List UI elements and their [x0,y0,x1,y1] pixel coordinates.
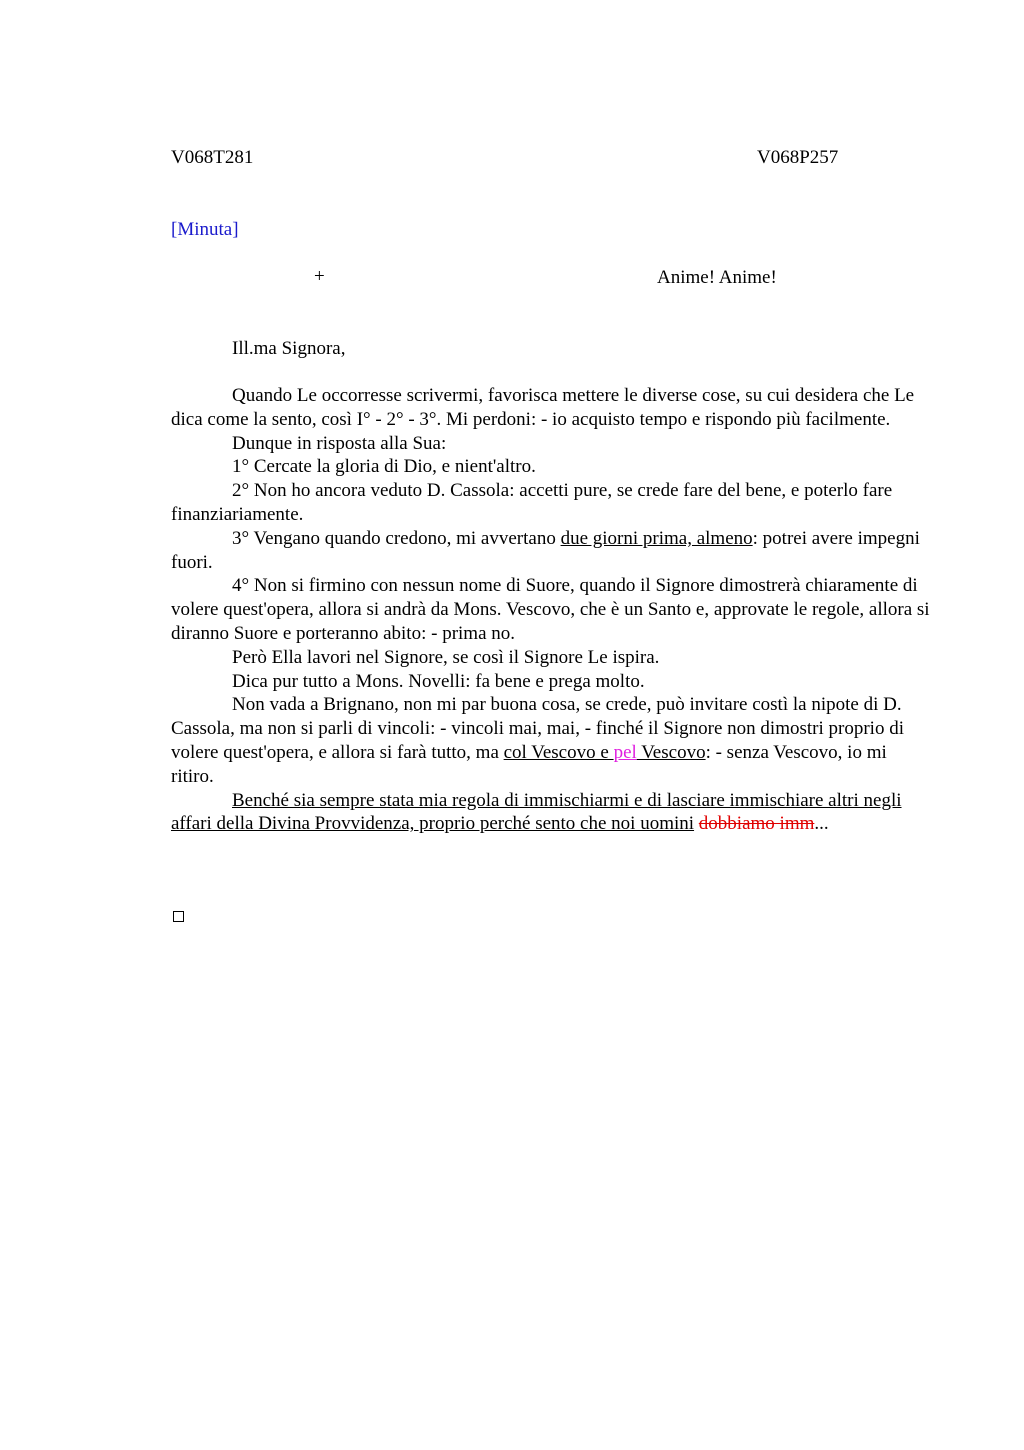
paragraph-2: Dunque in risposta alla Sua: [232,432,447,454]
paragraph-9 [171,693,931,788]
paragraph-9-start: Non vada a Brignano, non mi par buona cosa, se crede, può invitare costì la nipote di D. Cassola, ma non si parli di vincoli: - vincoli mai, mai, - finché il Signore non dimostri proprio di volere quest'opera, e allora si farà tutto, ma [171,694,904,763]
underlined-text: due giorni prima, almeno [560,527,753,549]
underlined-text: col Vescovo e [503,741,614,763]
underlined-text: Benché sia sempre stata mia regola di immischiarmi e di lasciare immischiare altri negli affari della Divina Provvidenza, proprio perché sento che noi uomini [171,789,902,835]
letter-body [171,384,931,836]
paragraph-5-end: : potrei avere impegni fuori. [171,527,920,573]
paragraph-10 [171,789,931,837]
paragraph-5 [171,527,931,575]
header-left-code: V068T281 [171,147,254,168]
ellipsis: ... [814,813,829,835]
paragraph-1: Quando Le occorresse scrivermi, favorisca mettere le diverse cose, su cui desidera che Le dica come la sento, così I° - 2° - 3°. Mi perdoni: - io acquisto tempo e rispondo più facilmente. [171,385,915,430]
paragraph-4: 2° Non ho ancora veduto D. Cassola: accetti pure, se crede fare del bene, e poterlo fare finanziariamente. [171,480,893,525]
minuta-label: [Minuta] [171,219,239,240]
paragraph-9-end: : - senza Vescovo, io mi ritiro. [171,741,887,787]
paragraph-8: Dica pur tutto a Mons. Novelli: fa bene e prega molto. [232,670,645,692]
deleted-text: dobbiamo imm [698,813,815,835]
inserted-word: pel [613,741,637,763]
salutation: Ill.ma Signora, [232,338,346,359]
end-square-icon [173,911,184,922]
header-right-code: V068P257 [757,147,839,168]
paragraph-5-start: 3° Vengano quando credono, mi avvertano [232,527,561,549]
paragraph-3: 1° Cercate la gloria di Dio, e nient'altro. [232,456,536,478]
paragraph-7: Però Ella lavori nel Signore, se così il Signore Le ispira. [232,646,660,668]
underlined-text: Vescovo [636,741,706,763]
paragraph-6: 4° Non si firmino con nessun nome di Suore, quando il Signore dimostrerà chiaramente di volere quest'opera, allora si andrà da Mons. Vescovo, che è un Santo e, approvate le regole, allora si diranno Suore e porteranno abito: - prima no. [171,575,930,644]
motto: Anime! Anime! [657,267,777,288]
cross-symbol: + [314,266,325,287]
